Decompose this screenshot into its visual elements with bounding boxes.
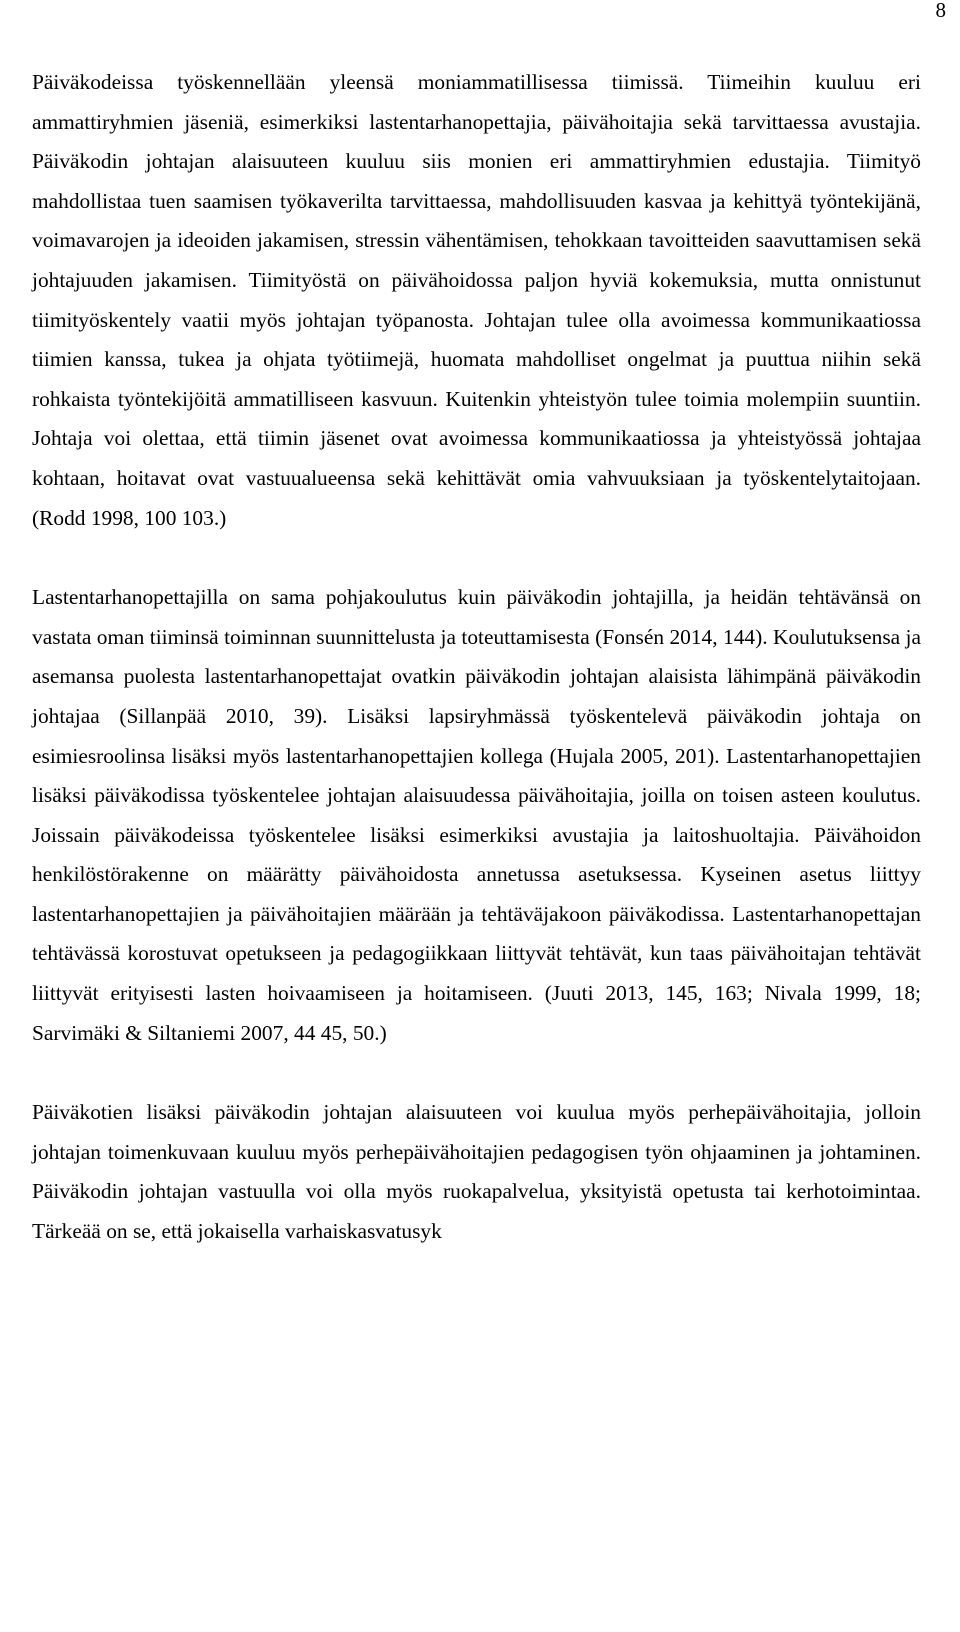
paragraph-1: Päiväkodeissa työskennellään yleensä moniammatillisessa tiimissä. Tiimeihin kuuluu eri ammattiryhmien jäseniä, esimerkiksi lastentarhanopettajia, päivähoitajia sekä tarvittaessa avustajia. Päiväkodin johtajan alaisuuteen kuuluu siis monien eri ammattiryhmien edustajia. Tiimityö mahdollistaa tuen saamisen työkaverilta tarvittaessa, mahdollisuuden kasvaa ja kehittyä työntekijänä, voimavarojen ja ideoiden jakamisen, stressin vähentämisen, tehokkaan tavoitteiden saavuttamisen sekä johtajuuden jakamisen. Tiimityöstä on päivähoidossa paljon hyviä kokemuksia, mutta onnistunut tiimityöskentely vaatii myös johtajan työpanosta. Johtajan tulee olla avoimessa kommunikaatiossa tiimien kanssa, tukea ja ohjata työtiimejä, huomata mahdolliset ongelmat ja puuttua niihin sekä rohkaista työntekijöitä ammatilliseen kasvuun. Kuitenkin yhteistyön tulee toimia molempiin suuntiin. Johtaja voi olettaa, että tiimin jäsenet ovat avoimessa kommunikaatiossa ja yhteistyössä johtajaa kohtaan, hoitavat ovat vastuualueensa sekä kehittävät omia vahvuuksiaan ja työskentelytaitojaan. (Rodd 1998, 100 103.)	[32, 70, 921, 530]
paragraph-3: Päiväkotien lisäksi päiväkodin johtajan alaisuuteen voi kuulua myös perhepäivähoitajia, jolloin johtajan toimenkuvaan kuuluu myös perhepäivähoitajien pedagogisen työn ohjaaminen ja johtaminen. Päiväkodin johtajan vastuulla voi olla myös ruokapalvelua, yksityistä opetusta tai kerhotoimintaa. Tärkeää on se, että jokaisella varhaiskasvatusyk	[32, 1100, 921, 1244]
paragraph-2: Lastentarhanopettajilla on sama pohjakoulutus kuin päiväkodin johtajilla, ja heidän tehtävänsä on vastata oman tiiminsä toiminnan suunnittelusta ja toteuttamisesta (Fonsén 2014, 144). Koulutuksensa ja asemansa puolesta lastentarhanopettajat ovatkin päiväkodin johtajan alaisista lähimpänä päiväkodin johtajaa (Sillanpää 2010, 39). Lisäksi lapsiryhmässä työskentelevä päiväkodin johtaja on esimiesroolinsa lisäksi myös lastentarhanopettajien kollega (Hujala 2005, 201). Lastentarhanopettajien lisäksi päiväkodissa työskentelee johtajan alaisuudessa päivähoitajia, joilla on toisen asteen koulutus. Joissain päiväkodeissa työskentelee lisäksi esimerkiksi avustajia ja laitoshuoltajia. Päivähoidon henkilöstörakenne on määrätty päivähoidosta annetussa asetuksessa. Kyseinen asetus liittyy lastentarhanopettajien ja päivähoitajien määrään ja tehtäväjakoon päiväkodissa. Lastentarhanopettajan tehtävässä korostuvat opetukseen ja pedagogiikkaan liittyvät tehtävät, kun taas päivähoitajan tehtävät liittyvät erityisesti lasten hoivaamiseen ja hoitamiseen. (Juuti 2013, 145, 163; Nivala 1999, 18; Sarvimäki & Siltaniemi 2007, 44 45, 50.)	[32, 585, 921, 1045]
page-number: 8	[935, 0, 946, 22]
document-body	[32, 63, 921, 1252]
